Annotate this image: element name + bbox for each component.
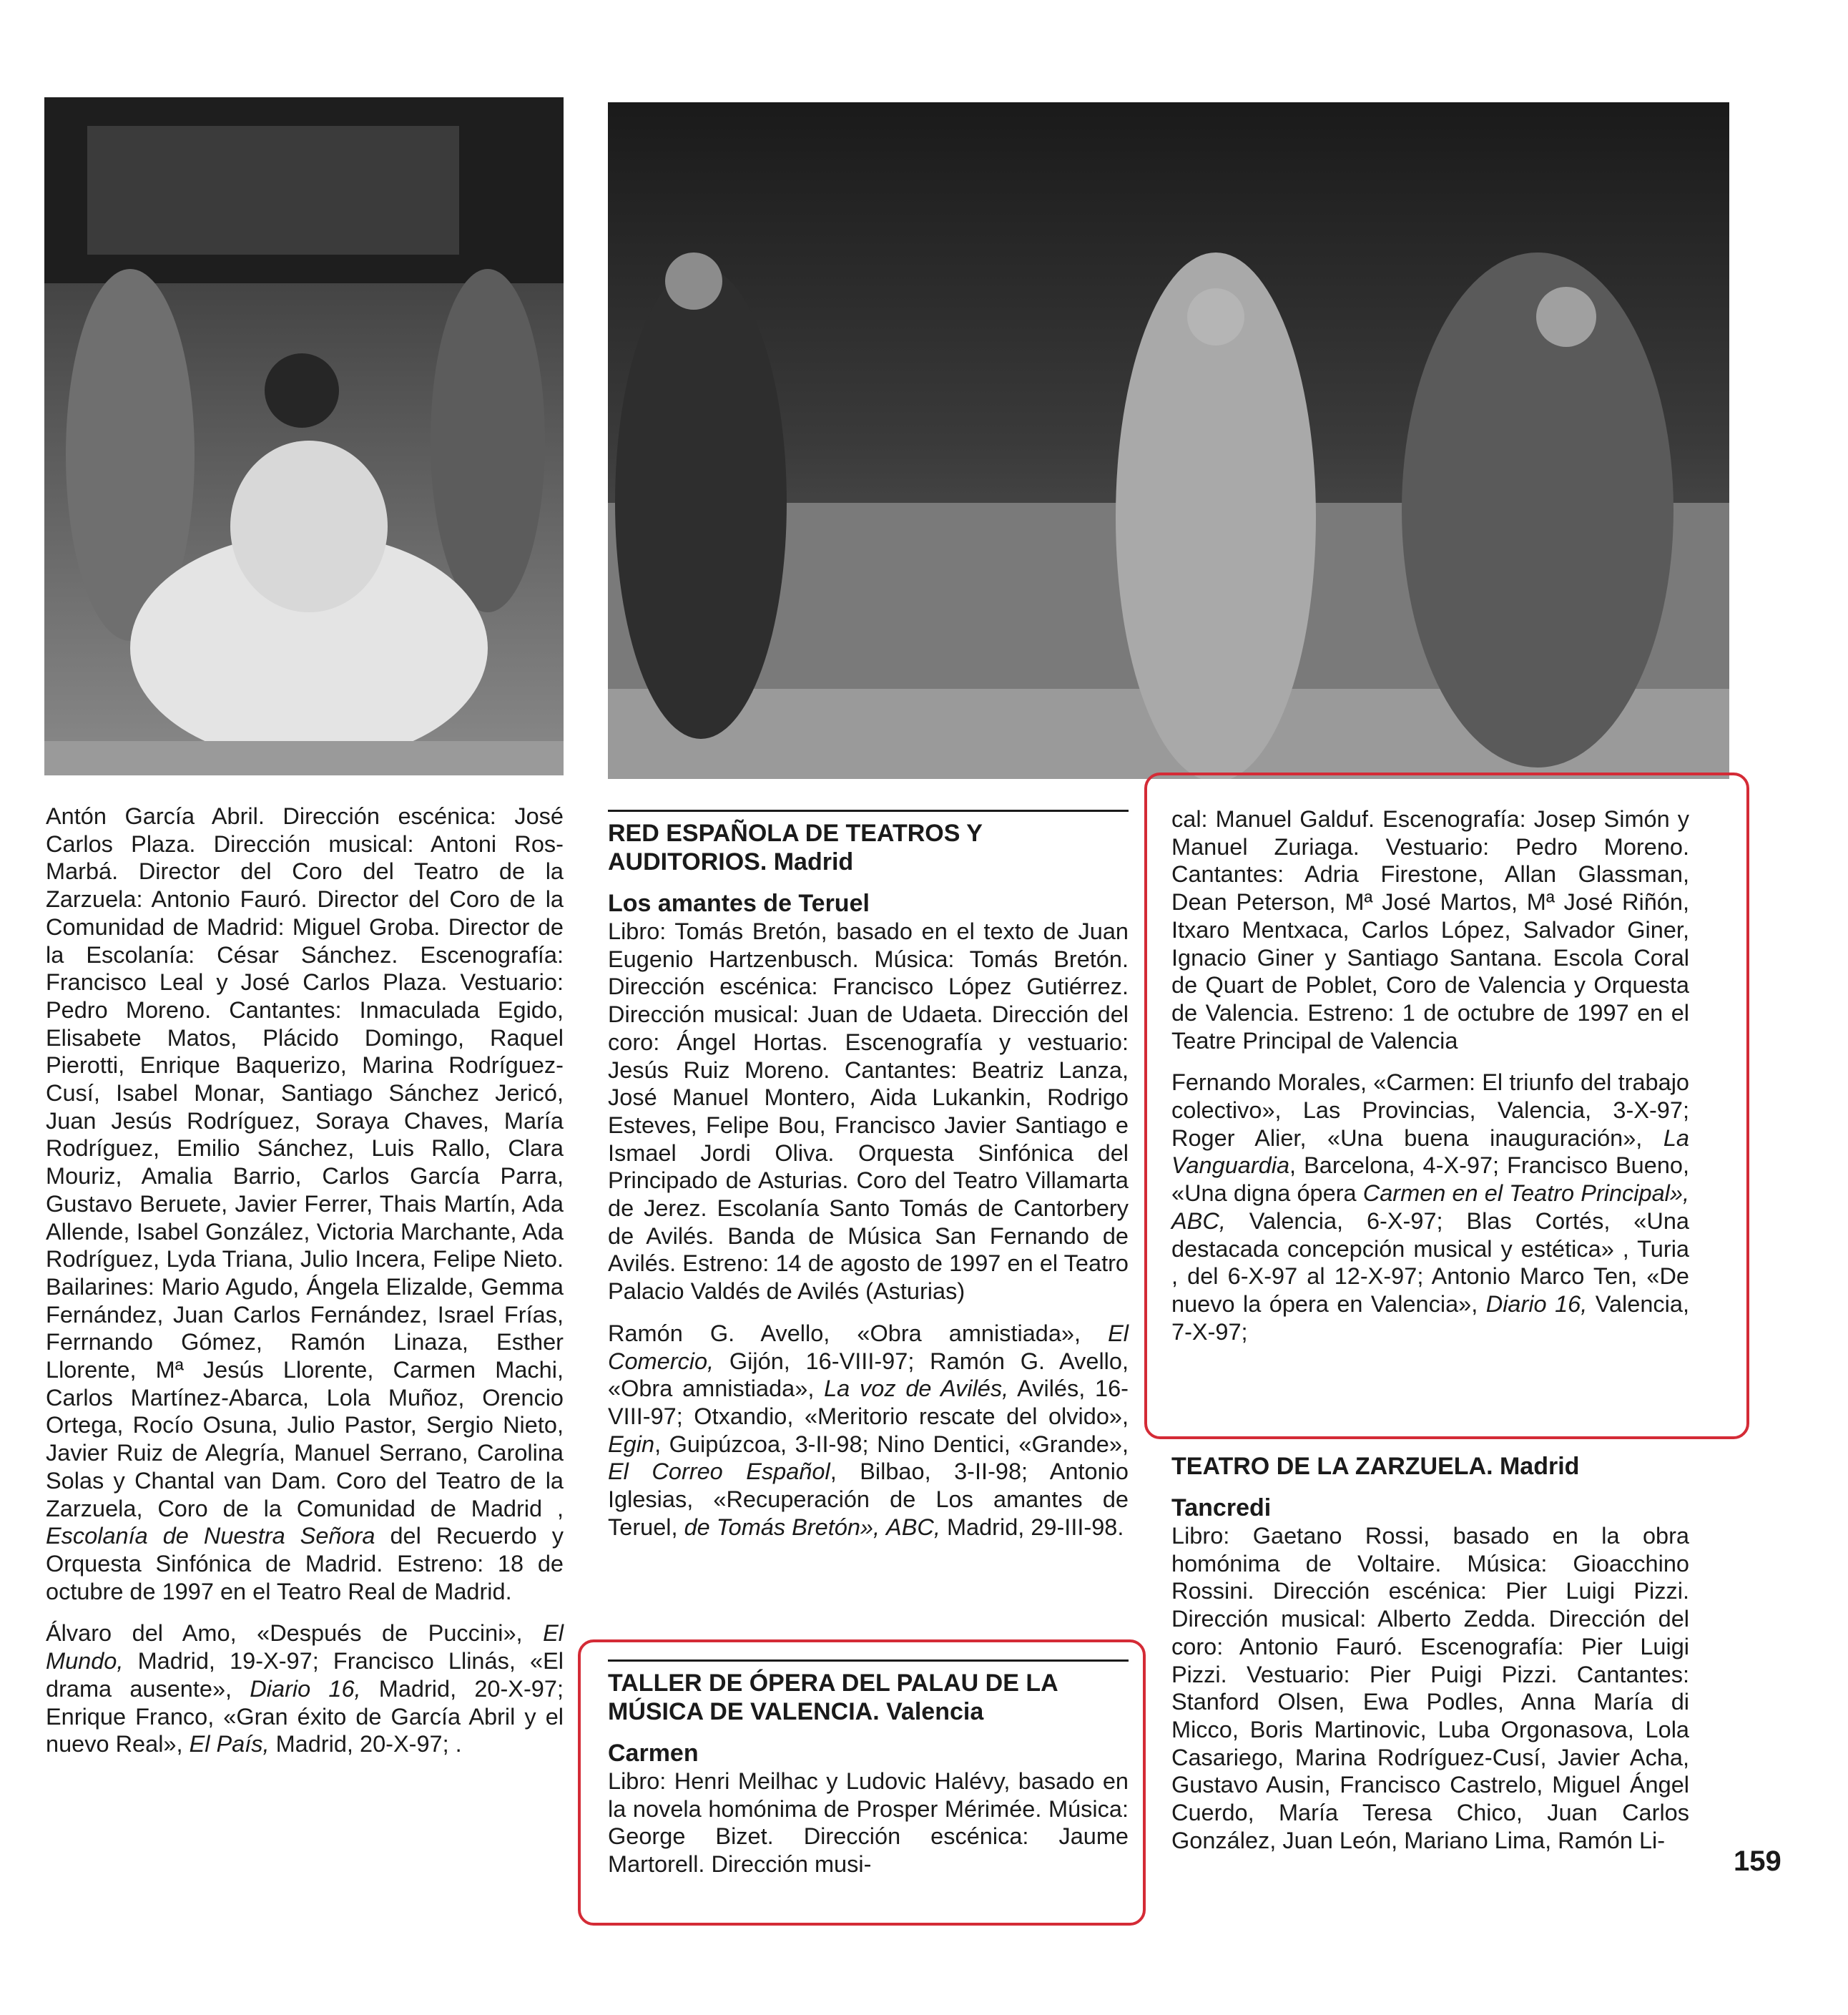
amantes-credits: Libro: Tomás Bretón, basado en el texto de Juan Eugenio Hartzenbusch. Música: Tomás Bretón. Dirección escénica: Francisco López Gutiérrez. Dirección musical: Juan de Udaeta. Dirección del coro: Ángel Hortas. Escenografía y vestuario: Jesús Ruiz Moreno. Cantantes: Beatriz Lanza, José Manuel Montero, Aida Lukankin, Rodrigo Esteves, Felipe Bou, Francisco Javier Santiago e Ismael Jordi Oliva. Orquesta Sinfónica del Principado de Asturias. Coro del Teatro Villamarta de Jerez. Escolanía Santo Tomás de Cantorbery de Avilés. Banda de Música San Fernando de Avilés. Estreno: 14 de agosto de 1997 en el Teatro Palacio Valdés de Avilés (Asturias) bbox=[608, 918, 1129, 1305]
section-heading-red-espanola: RED ESPAÑOLA DE TEATROS Y AUDITORIOS. Madrid bbox=[608, 820, 983, 876]
tancredi-credits: Libro: Gaetano Rossi, basado en la obra homónima de Voltaire. Música: Gioacchino Rossini. Dirección escénica: Pier Luigi Pizzi. Dirección musical: Alberto Zedda. Dirección del coro: Antonio Fauró. Escenografía: Pier Luigi Pizzi. Vestuario: Pier Puigi Pizzi. Cantantes: Stanford Olsen, Ewa Podles, Anna María di Micco, Boris Martinovic, Luba Orgonasova, Lola Casariego, Marina Rodríguez-Cusí, Javier Acha, Gustavo Ausin, Francisco Castrelo, Miguel Ángel Cuerdo, María Teresa Chico, Juan Carlos González, Juan León, Mariano Lima, Ramón Li- bbox=[1171, 1523, 1689, 1853]
photo-right-image bbox=[608, 102, 1729, 779]
work-title-carmen: Carmen bbox=[608, 1740, 699, 1767]
right-column-top bbox=[1171, 805, 1689, 1345]
section-heading-taller: TALLER DE ÓPERA DEL PALAU DE LA MÚSICA DE VALENCIA. Valencia bbox=[608, 1670, 1058, 1725]
photo-left-image bbox=[44, 97, 564, 775]
right-column-bottom bbox=[1171, 1452, 1689, 1854]
middle-column bbox=[608, 810, 1129, 1541]
page-number: 159 bbox=[1734, 1845, 1781, 1877]
taller-section bbox=[608, 1659, 1129, 1878]
left-column bbox=[46, 803, 564, 1758]
section-rule bbox=[608, 1659, 1129, 1662]
work-title-tancredi: Tancredi bbox=[1171, 1494, 1272, 1521]
carmen-credits-continued: cal: Manuel Galduf. Escenografía: Josep Simón y Manuel Zuriaga. Vestuario: Pedro Moreno. Cantantes: Adria Firestone, Allan Glassman, Dean Peterson, Mª José Martos, Mª José Riñón, Itxaro Mentxaca, Carlos López, Salvador Giner, Ignacio Giner y Santiago Santana. Escola Coral de Quart de Poblet, Coro de Valencia y Orquesta de Valencia. Estreno: 1 de octubre de 1997 en el Teatre Principal de Valencia bbox=[1171, 806, 1689, 1054]
amantes-press: Ramón G. Avello, «Obra amnistiada», El Comercio, Gijón, 16-VIII-97; Ramón G. Avello, «Obra amnistiada», La voz de Avilés, Avilés, 16-VIII-97; Otxandio, «Meritorio rescate del olvido», Egin, Guipúzcoa, 3-II-98; Nino Dentici, «Grande», El Correo Español, Bilbao, 3-II-98; Antonio Iglesias, «Recuperación de Los amantes de Teruel, de Tomás Bretón», ABC, Madrid, 29-III-98. bbox=[608, 1320, 1129, 1540]
photo-left bbox=[44, 97, 564, 775]
left-press-paragraph: Álvaro del Amo, «Después de Puccini», El Mundo, Madrid, 19-X-97; Francisco Llinás, «El drama ausente», Diario 16, Madrid, 20-X-97; Enrique Franco, «Gran éxito de García Abril y el nuevo Real», El País, Madrid, 20-X-97; . bbox=[46, 1620, 564, 1757]
work-title-amantes: Los amantes de Teruel bbox=[608, 890, 870, 917]
carmen-credits-start: Libro: Henri Meilhac y Ludovic Halévy, basado en la novela homónima de Prosper Mérimée. Música: George Bizet. Dirección escénica: Jaume Martorell. Dirección musi- bbox=[608, 1768, 1129, 1878]
section-heading-zarzuela: TEATRO DE LA ZARZUELA. Madrid bbox=[1171, 1453, 1580, 1480]
section-rule bbox=[608, 810, 1129, 812]
carmen-press: Fernando Morales, «Carmen: El triunfo del trabajo colectivo», Las Provincias, Valencia, 3-X-97; Roger Alier, «Una buena inauguración», La Vanguardia, Barcelona, 4-X-97; Francisco Bueno, «Una digna ópera Carmen en el Teatro Principal», ABC, Valencia, 6-X-97; Blas Cortés, «Una destacada concepción musical y estética» , Turia , del 6-X-97 al 12-X-97; Antonio Marco Ten, «De nuevo la ópera en Valencia», Diario 16, Valencia, 7-X-97; bbox=[1171, 1069, 1690, 1345]
left-credits-paragraph: Antón García Abril. Dirección escénica: José Carlos Plaza. Dirección musical: Antoni Ros-Marbá. Director del Coro del Teatro de la Zarzuela: Antonio Fauró. Director del Coro de la Comunidad de Madrid: Miguel Groba. Director de la Escolanía: César Sánchez. Escenografía: Francisco Leal y José Carlos Plaza. Vestuario: Pedro Moreno. Cantantes: Inmaculada Egido, Elisabete Matos, Plácido Domingo, Raquel Pierotti, Enrique Baquerizo, Marina Rodríguez-Cusí, Isabel Monar, Santiago Sánchez Jericó, Juan Jesús Rodríguez, Soraya Chaves, María Rodríguez, Emilio Sánchez, Luis Rallo, Clara Mouriz, Amalia Barrio, Carlos García Parra, Gustavo Beruete, Javier Ferrer, Thais Martín, Ada Allende, Isabel González, Victoria Marchante, Ada Rodríguez, Lyda Triana, Julio Incera, Felipe Nieto. Bailarines: Mario Agudo, Ángela Elizalde, Gemma Fernández, Juan Carlos Fernández, Israel Frías, Ferrnando Gómez, Ramón Linaza, Esther Llorente, Mª Jesús Llorente, Carmen Machi, Carlos Martínez-Abarca, Lola Muñoz, Orencio Ortega, Rocío Osuna, Julio Pastor, Sergio Nieto, Javier Ruiz de Alegría, Manuel Serrano, Carolina Solas y Chantal van Dam. Coro del Teatro de la Zarzuela, Coro de la Comunidad de Madrid , Escolanía de Nuestra Señora del Recuerdo y Orquesta Sinfónica de Madrid. Estreno: 18 de octubre de 1997 en el Teatro Real de Madrid. bbox=[46, 803, 564, 1604]
photo-right bbox=[608, 102, 1729, 779]
